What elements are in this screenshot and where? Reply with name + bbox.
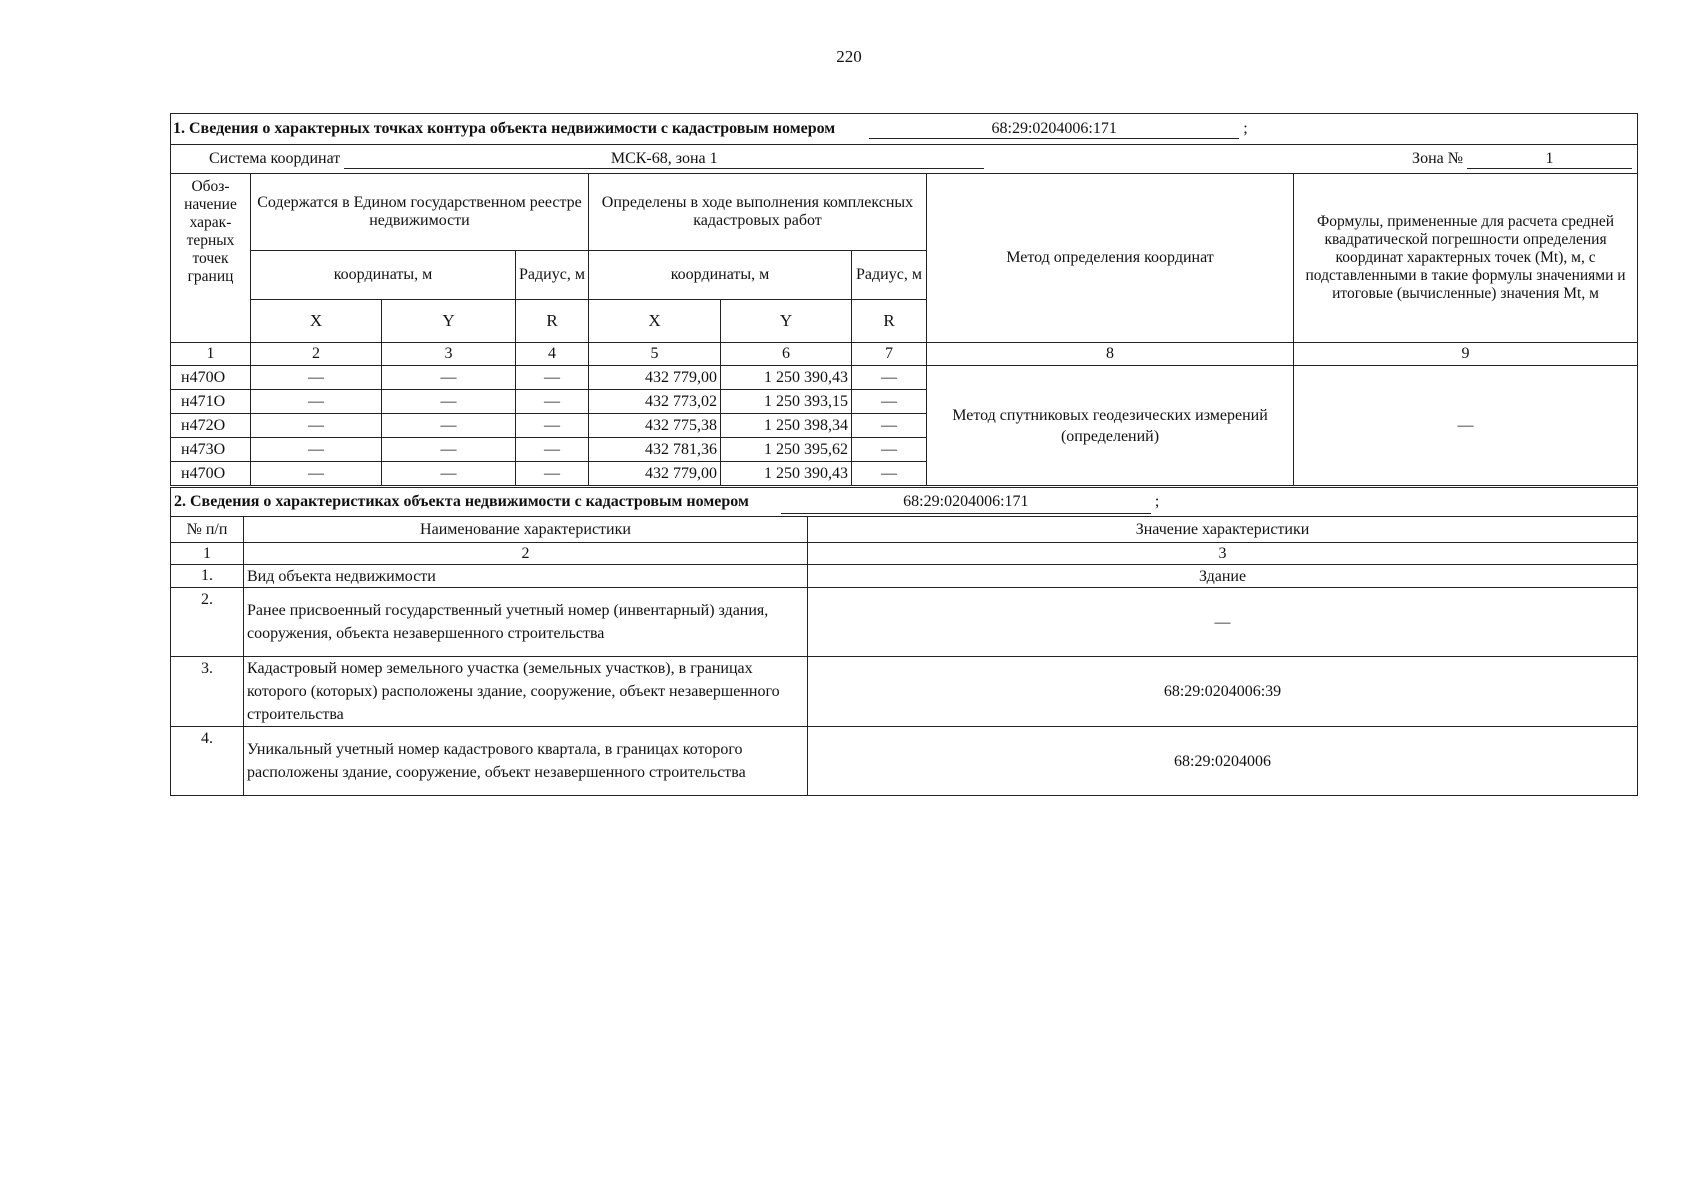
header-works-radius: Радиус, м	[852, 251, 927, 300]
table-row	[171, 727, 1638, 796]
table-row	[171, 366, 1638, 390]
egrn-r: —	[516, 462, 589, 486]
table-row	[171, 657, 1638, 727]
header-method: Метод определения координат	[927, 174, 1294, 343]
egrn-x: —	[251, 462, 382, 486]
section2-title: 2. Сведения о характеристиках объекта недвижимости с кадастровым номером	[174, 493, 749, 510]
characteristic-name: Кадастровый номер земельного участка (земельных участков), в границах которого (которых) расположены здание, сооружение, объект незавершенного строительства	[244, 657, 808, 727]
column-number: 8	[927, 343, 1294, 366]
radius-r: —	[852, 414, 927, 438]
egrn-y: —	[382, 414, 516, 438]
coord-system-value: МСК-68, зона 1	[344, 150, 984, 169]
section2-cadastral-number: 68:29:0204006:171	[781, 490, 1151, 514]
column-number: 9	[1294, 343, 1638, 366]
zone-value: 1	[1467, 150, 1632, 169]
section2-title-cell	[171, 488, 1638, 517]
characteristic-value: 68:29:0204006	[808, 727, 1638, 796]
header-formulas: Формулы, примененные для расчета средней квадратической погрешности определения координат характерных точек (Mt), м, с подставленными в такие формулы значениями и итоговые (вычисленные) значения Mt, м	[1294, 174, 1638, 343]
column-number: 3	[808, 543, 1638, 565]
section2-table	[170, 487, 1638, 796]
section1-cadastral-number: 68:29:0204006:171	[869, 120, 1239, 139]
coord-system-label: Система координат	[209, 149, 341, 167]
coord-x: 432 779,00	[589, 366, 721, 390]
column-number-row	[171, 543, 1638, 565]
coord-y: 1 250 398,34	[721, 414, 852, 438]
coord-x: 432 775,38	[589, 414, 721, 438]
coord-system-cell	[171, 145, 1638, 174]
coord-x: 432 773,02	[589, 390, 721, 414]
header-works-group: Определены в ходе выполнения комплексных кадастровых работ	[589, 174, 927, 251]
egrn-x: —	[251, 366, 382, 390]
row-num: 2.	[171, 588, 244, 657]
point-designation: н471О	[171, 390, 251, 414]
header-egrn-radius: Радиус, м	[516, 251, 589, 300]
header-egrn-x: X	[251, 300, 382, 343]
column-number: 2	[244, 543, 808, 565]
section2-title-suffix: ;	[1154, 493, 1160, 510]
column-number-row	[171, 343, 1638, 366]
section1-title: 1. Сведения о характерных точках контура объекта недвижимости с кадастровым номером	[173, 119, 836, 137]
egrn-y: —	[382, 366, 516, 390]
radius-r: —	[852, 462, 927, 486]
header-name: Наименование характеристики	[244, 517, 808, 543]
row-num: 1.	[171, 565, 244, 588]
table-row	[171, 588, 1638, 657]
formula-value: —	[1294, 366, 1638, 486]
point-designation: н470О	[171, 462, 251, 486]
page-number: 220	[836, 47, 862, 66]
row-num: 3.	[171, 657, 244, 727]
header-designation: Обоз-начение харак-терных точек границ	[171, 174, 251, 343]
row-num: 4.	[171, 727, 244, 796]
egrn-x: —	[251, 438, 382, 462]
coord-y: 1 250 390,43	[721, 462, 852, 486]
header-egrn-group: Содержатся в Едином государственном реестре недвижимости	[251, 174, 589, 251]
column-number: 2	[251, 343, 382, 366]
column-number: 4	[516, 343, 589, 366]
egrn-r: —	[516, 438, 589, 462]
egrn-x: —	[251, 390, 382, 414]
header-value: Значение характеристики	[808, 517, 1638, 543]
section1-table	[170, 113, 1638, 486]
egrn-r: —	[516, 414, 589, 438]
radius-r: —	[852, 390, 927, 414]
coord-x: 432 781,36	[589, 438, 721, 462]
header-works-y: Y	[721, 300, 852, 343]
egrn-y: —	[382, 390, 516, 414]
column-number: 6	[721, 343, 852, 366]
zone-label: Зона №	[1412, 149, 1463, 167]
characteristic-name: Уникальный учетный номер кадастрового квартала, в границах которого расположены здание, сооружение, объект незавершенного строительства	[244, 727, 808, 796]
egrn-x: —	[251, 414, 382, 438]
characteristic-value: Здание	[808, 565, 1638, 588]
column-number: 3	[382, 343, 516, 366]
coord-y: 1 250 390,43	[721, 366, 852, 390]
header-egrn-y: Y	[382, 300, 516, 343]
point-designation: н473О	[171, 438, 251, 462]
header-works-coords: координаты, м	[589, 251, 852, 300]
point-designation: н472О	[171, 414, 251, 438]
column-number: 1	[171, 543, 244, 565]
header-egrn-coords: координаты, м	[251, 251, 516, 300]
point-designation: н470О	[171, 366, 251, 390]
section1-title-cell	[171, 114, 1638, 145]
table-row	[171, 565, 1638, 588]
column-number: 1	[171, 343, 251, 366]
characteristic-name: Ранее присвоенный государственный учетный номер (инвентарный) здания, сооружения, объекта незавершенного строительства	[244, 588, 808, 657]
method-value: Метод спутниковых геодезических измерений (определений)	[927, 366, 1294, 486]
characteristic-name: Вид объекта недвижимости	[244, 565, 808, 588]
characteristic-value: —	[808, 588, 1638, 657]
radius-r: —	[852, 438, 927, 462]
egrn-y: —	[382, 438, 516, 462]
column-number: 7	[852, 343, 927, 366]
header-works-x: X	[589, 300, 721, 343]
radius-r: —	[852, 366, 927, 390]
egrn-r: —	[516, 390, 589, 414]
coord-x: 432 779,00	[589, 462, 721, 486]
section1-title-suffix: ;	[1243, 119, 1248, 137]
egrn-y: —	[382, 462, 516, 486]
header-egrn-r: R	[516, 300, 589, 343]
egrn-r: —	[516, 366, 589, 390]
characteristic-value: 68:29:0204006:39	[808, 657, 1638, 727]
header-num: № п/п	[171, 517, 244, 543]
coord-y: 1 250 393,15	[721, 390, 852, 414]
column-number: 5	[589, 343, 721, 366]
header-works-r: R	[852, 300, 927, 343]
coord-y: 1 250 395,62	[721, 438, 852, 462]
